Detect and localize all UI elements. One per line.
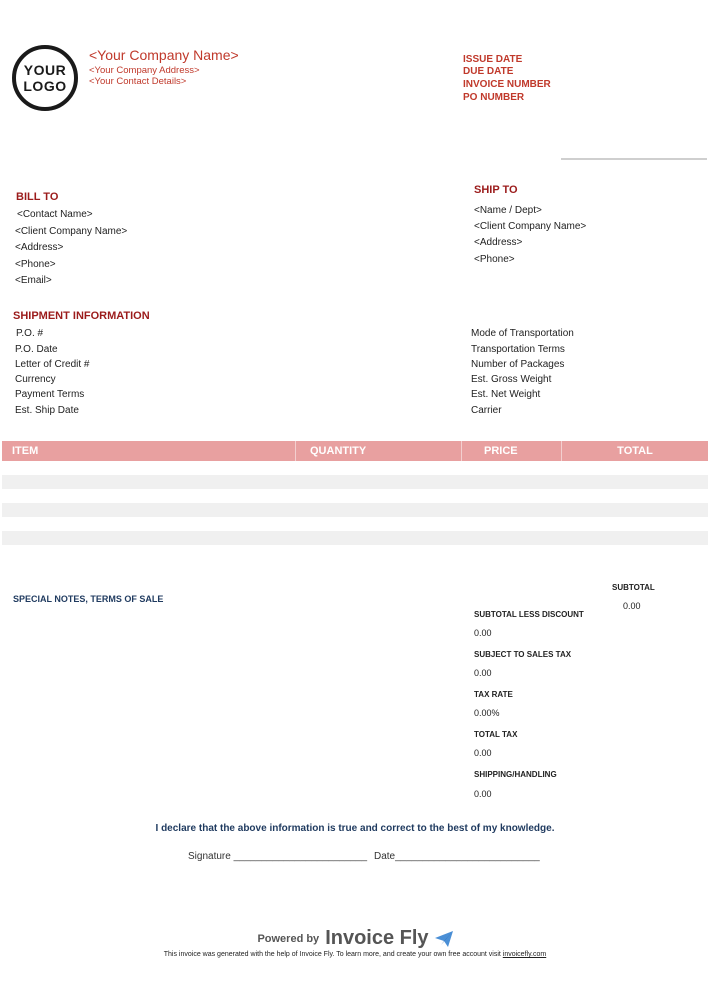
- bill-to-address: <Address>: [15, 242, 64, 253]
- shipment-mode-of-transport: Mode of Transportation: [471, 328, 574, 339]
- shipping-handling-label: SHIPPING/HANDLING: [474, 770, 557, 779]
- due-date-label: DUE DATE: [463, 66, 514, 77]
- table-row-stripe: [2, 475, 708, 489]
- shipment-payment-terms: Payment Terms: [15, 389, 85, 400]
- signature-line: Signature ________________________: [188, 851, 368, 862]
- table-row-stripe: [2, 531, 708, 545]
- logo-line1: YOUR: [23, 62, 67, 78]
- subject-to-sales-tax-value: 0.00: [474, 668, 492, 678]
- special-notes-title: SPECIAL NOTES, TERMS OF SALE: [13, 594, 164, 604]
- bill-to-contact: <Contact Name>: [17, 209, 93, 220]
- item-column-header: ITEM: [2, 441, 296, 461]
- contact-details: <Your Contact Details>: [89, 76, 187, 87]
- ship-to-phone: <Phone>: [474, 254, 515, 265]
- tax-rate-value: 0.00%: [474, 708, 500, 718]
- ship-to-title: SHIP TO: [474, 184, 518, 196]
- shipment-po-date: P.O. Date: [15, 344, 58, 355]
- footer-note: [0, 951, 710, 958]
- brand-name: Invoice Fly: [325, 927, 429, 949]
- shipment-transport-terms: Transportation Terms: [471, 344, 565, 355]
- items-table-header: [2, 441, 708, 461]
- ship-to-address: <Address>: [474, 237, 523, 248]
- shipping-handling-value: 0.00: [474, 789, 492, 799]
- quantity-column-header: QUANTITY: [296, 441, 462, 461]
- company-name: <Your Company Name>: [89, 47, 239, 63]
- subtotal-less-discount-label: SUBTOTAL LESS DISCOUNT: [474, 610, 584, 619]
- shipment-po-number: P.O. #: [16, 328, 44, 339]
- bill-to-company: <Client Company Name>: [15, 226, 128, 237]
- tax-rate-label: TAX RATE: [474, 690, 513, 699]
- subtotal-value: 0.00: [623, 601, 641, 611]
- po-number-label: PO NUMBER: [463, 92, 525, 103]
- shipment-carrier: Carrier: [471, 405, 502, 416]
- ship-to-name: <Name / Dept>: [474, 205, 542, 216]
- total-column-header: TOTAL: [617, 445, 653, 457]
- declaration-text: I declare that the above information is true and correct to the best of my knowledge.: [155, 823, 555, 834]
- footer-note-text: This invoice was generated with the help of Invoice Fly. To learn more, and create your own free account visit: [163, 951, 503, 958]
- bill-to-title: BILL TO: [16, 191, 59, 203]
- powered-by-text: Powered by: [257, 932, 320, 945]
- subtotal-less-discount-value: 0.00: [474, 628, 492, 638]
- price-column-header: PRICE: [462, 441, 562, 461]
- date-line: Date__________________________: [374, 851, 540, 862]
- subject-to-sales-tax-label: SUBJECT TO SALES TAX: [474, 650, 572, 659]
- logo-line2: LOGO: [23, 78, 67, 94]
- total-tax-value: 0.00: [474, 748, 492, 758]
- bill-to-email: <Email>: [15, 275, 52, 286]
- invoicefly-link[interactable]: invoicefly.com: [502, 951, 547, 958]
- shipment-est-ship-date: Est. Ship Date: [15, 405, 79, 416]
- issue-date-label: ISSUE DATE: [463, 54, 523, 65]
- company-address: <Your Company Address>: [89, 65, 200, 76]
- company-logo: [12, 45, 78, 111]
- powered-by-banner: [0, 927, 710, 950]
- subtotal-label: SUBTOTAL: [612, 583, 655, 592]
- shipment-info-title: SHIPMENT INFORMATION: [13, 310, 150, 322]
- shipment-net-weight: Est. Net Weight: [471, 389, 541, 400]
- shipment-currency: Currency: [15, 374, 56, 385]
- invoice-number-label: INVOICE NUMBER: [463, 79, 551, 90]
- table-row-stripe: [2, 503, 708, 517]
- paper-plane-icon: [435, 931, 453, 947]
- ship-to-company: <Client Company Name>: [474, 221, 587, 232]
- total-tax-label: TOTAL TAX: [474, 730, 518, 739]
- bill-to-phone: <Phone>: [15, 259, 56, 270]
- shipment-gross-weight: Est. Gross Weight: [471, 374, 552, 385]
- header-divider: [561, 158, 707, 160]
- shipment-number-of-packages: Number of Packages: [471, 359, 565, 370]
- shipment-letter-of-credit: Letter of Credit #: [15, 359, 90, 370]
